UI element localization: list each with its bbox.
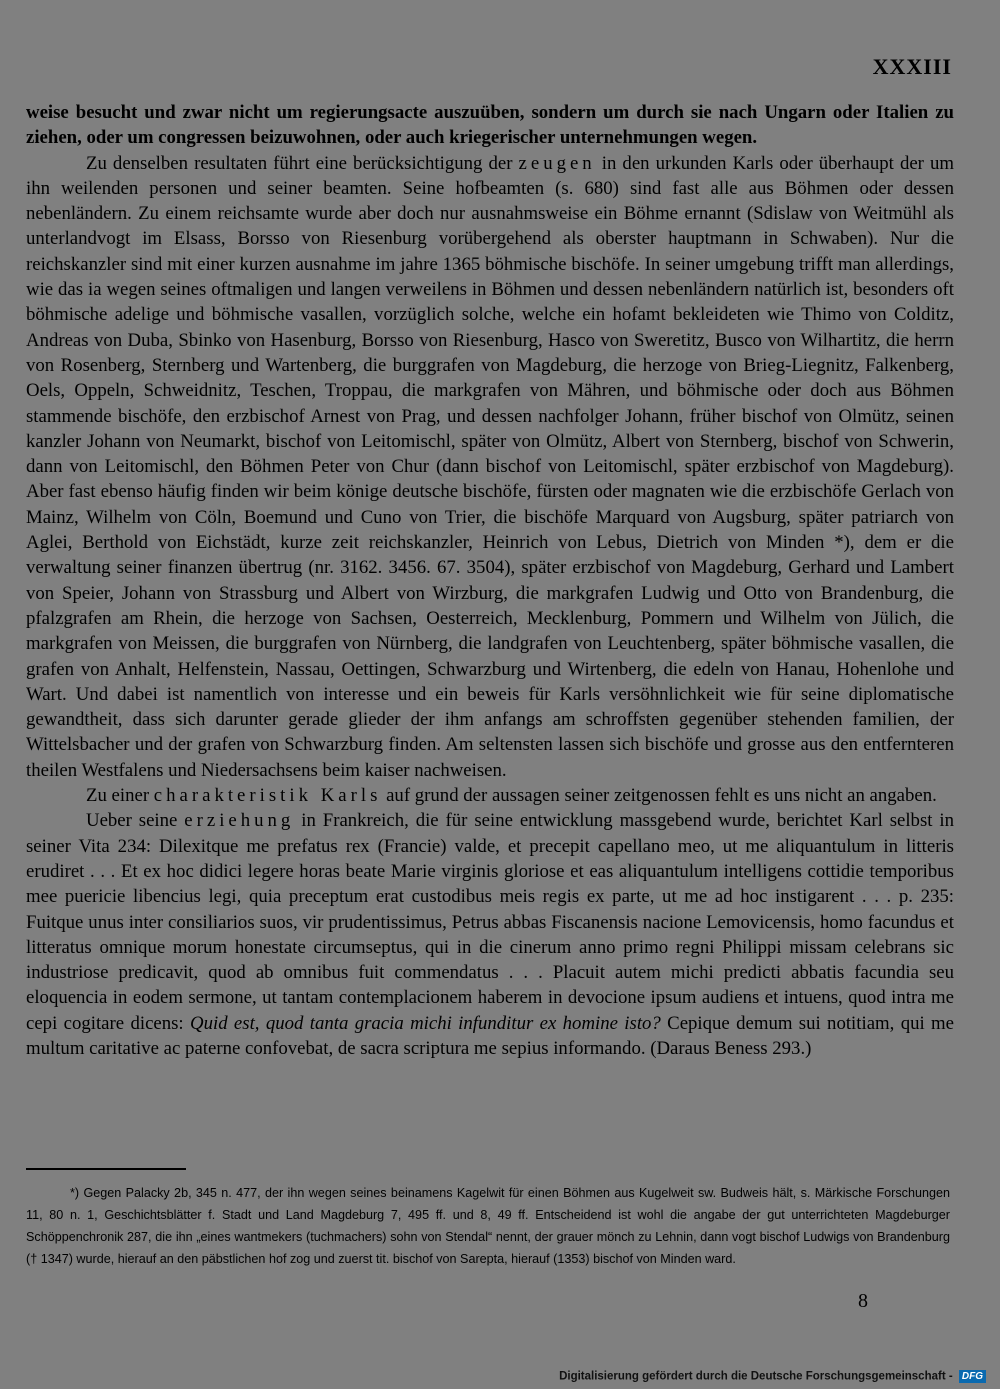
footnote-divider	[26, 1168, 186, 1170]
paragraph-2-part-b: in den urkunden Karls oder überhaupt der um ihn weilenden personen und seiner beamten. Seine hofbeamten (s. 680) sind fast alle aus Böhmen oder dessen nebenländern. Zu einem reichsamte wurde aber doch nur ausnahmsweise ein Böhme ernannt (Sdislaw von Weitmühl als unterlandvogt im Elsass, Borsso von Riesenburg vorübergehend als oberster hauptmann in Schwaben). Nur die reichskanzler sind mit einer kurzen ausnahme im jahre 1365 böhmische bischöfe. In seiner umgebung trifft man allerdings, wie das ia wegen seines oftmaligen und langen verweilens in Böhmen und dessen nebenländern natürlich ist, besonders oft böhmische adelige und böhmische vasallen, vorzüglich solche, welche ein hofamt bekleideten wie Thimo von Colditz, Andreas von Duba, Sbinko von Hasenburg, Borsso von Riesenburg, Hasco von Sweretitz, Busco von Wilhartitz, die herrn von Rosenberg, Sternberg und Wartenberg, die burggrafen von Magdeburg, die herzoge von Brieg-Liegnitz, Falkenberg, Oels, Oppeln, Schweidnitz, Teschen, Troppau, die markgrafen von Mähren, und böhmische oder doch aus Böhmen stammende bischöfe, den erzbischof Arnest von Prag, und dessen nachfolger Johann, früher bischof von Olmütz, seinen kanzler Johann von Neumarkt, bischof von Leitomischl, später von Olmütz, Albert von Sternberg, bischof von Schwerin, dann von Leitomischl, den Böhmen Peter von Chur (dann bischof von Leitomischl, später erzbischof von Magdeburg). Aber fast ebenso häufig finden wir beim könige deutsche bischöfe, fürsten oder magnaten wie die erzbischöfe Gerlach von Mainz, Wilhelm von Cöln, Boemund und Cuno von Trier, die bischöfe Marquard von Augsburg, später patriarch von Aglei, Berthold von Eichstädt, kurze zeit reichskanzler, Heinrich von Lebus, Dietrich von Minden *), dem er die verwaltung seiner finanzen übertrug (nr. 3162. 3456. 67. 3504), später erzbischof von Magdeburg, Gerhard und Lambert von Speier, Johann von Strassburg und Albert von Wirzburg, die markgrafen Ludwig und Otto von Brandenburg, die pfalzgrafen am Rhein, die herzoge von Sachsen, Oesterreich, Mecklenburg, Pommern und Wilhelm von Jülich, die markgrafen von Meissen, die burggrafen von Nürnberg, die landgrafen von Leuchtenberg, später böhmische vasallen, die grafen von Anhalt, Helfenstein, Nassau, Oettingen, Schwarzburg und Wirtenberg, die edeln von Hanau, Hohenlohe und Wart. Und dabei ist namentlich von interesse und ein beweis für Karls versöhnlichkeit wie für seine diplomatische gewandtheit, dass sich darunter gerade glieder der ihm anfangs am schroffsten gegenüber stehenden familien, der Wittelsbacher und der grafen von Schwarzburg finden. Am seltensten lassen sich bischöfe und grosse aus den entfernteren theilen Westfalens und Niedersachsens beim kaiser nachweisen.	[26, 152, 954, 781]
digitization-credit	[559, 1370, 986, 1383]
footnote	[26, 1182, 950, 1270]
paragraph-1: weise besucht und zwar nicht um regierungsacte auszuüben, sondern um durch sie nach Ungarn oder Italien zu ziehen, oder um congressen beizuwohnen, oder auch kriegerischer unternehmungen wegen.	[26, 102, 954, 149]
footnote-text: *) Gegen Palacky 2b, 345 n. 477, der ihn wegen seines beinamens Kagelwit für einen Böhmen aus Kugelweit sw. Budweis hält, s. Märkische Forschungen 11, 80 n. 1, Geschichtsblätter f. Stadt und Land Magdeburg 7, 495 ff. und 8, 49 ff. Entscheidend ist wohl die angabe der gut unterrichteten Magdeburger Schöppenchronik 287, die ihn „eines wantmekers (tuchmachers) sohn von Stendal“ nennt, der grauer mönch zu Lehnin, dann vogt bischof Ludwigs von Brandenburg († 1347) wurde, hierauf an den päbstlichen hof zog und zuerst tit. bischof von Sarepta, hierauf (1353) bischof von Minden ward.	[26, 1186, 950, 1266]
paragraph-4	[26, 808, 954, 1061]
spaced-term-erziehung: erziehung	[184, 810, 295, 832]
spaced-term-zeugen: zeugen	[518, 152, 596, 174]
paragraph-2	[26, 151, 954, 783]
paragraph-2-part-a: Zu denselben resultaten führt eine berücksichtigung der	[86, 152, 519, 174]
digitization-credit-text: Digitalisierung gefördert durch die Deutsche Forschungsgemeinschaft -	[559, 1370, 953, 1383]
spaced-term-charakteristik: charakteristik Karls	[153, 785, 382, 807]
paragraph-4-part-a: Ueber seine	[86, 810, 185, 832]
dfg-logo-icon: DFG	[959, 1370, 986, 1383]
paragraph-3-part-b: auf grund der aussagen seiner zeitgenossen fehlt es uns nicht an angaben.	[381, 785, 937, 807]
paragraph-3-part-a: Zu einer	[86, 785, 154, 807]
roman-page-number: XXXIII	[872, 54, 952, 79]
italic-quote: Quid est, quod tanta gracia michi infunditur ex homine isto?	[190, 1012, 661, 1034]
main-text	[26, 100, 954, 1061]
paragraph-4-part-c: Cepique demum sui notitiam, qui me multum caritative ac paterne confovebat, de sacra scriptura me sepius informando. (Daraus Beness 293.)	[26, 1012, 954, 1059]
paragraph-4-part-b: in Frankreich, die für seine entwicklung massgebend wurde, berichtet Karl selbst in seiner Vita 234: Dilexitque me prefatus rex (Francie) valde, et precepit capellano meo, ut me aliquantulum in litteris erudiret . . . Et ex hoc didici legere horas beate Marie virginis gloriose et eas aliquantulum intelligens cottidie temporibus mee puericie libencius legi, quia preceptum erat custodibus meis regis ex parte, ut me ad hoc instigarent . . . p. 235: Fuitque unus inter consiliarios suos, vir prudentissimus, Petrus abbas Fiscanensis nacione Lemovicensis, homo facundus et litteratus omnique morum honestate circumseptus, qui in die cinerum anno primo regni Philippi missam celebrans sic industriose predicavit, quod ab omnibus fuit commendatus . . . Placuit autem michi predicti abbatis facundia seu eloquencia in eodem sermone, ut tantam contemplacionem haberem in devocione ipsum audiens et intuens, quod intra me cepi cogitare dicens:	[26, 810, 954, 1034]
page-number: 8	[858, 1290, 868, 1312]
paragraph-3	[26, 783, 954, 808]
